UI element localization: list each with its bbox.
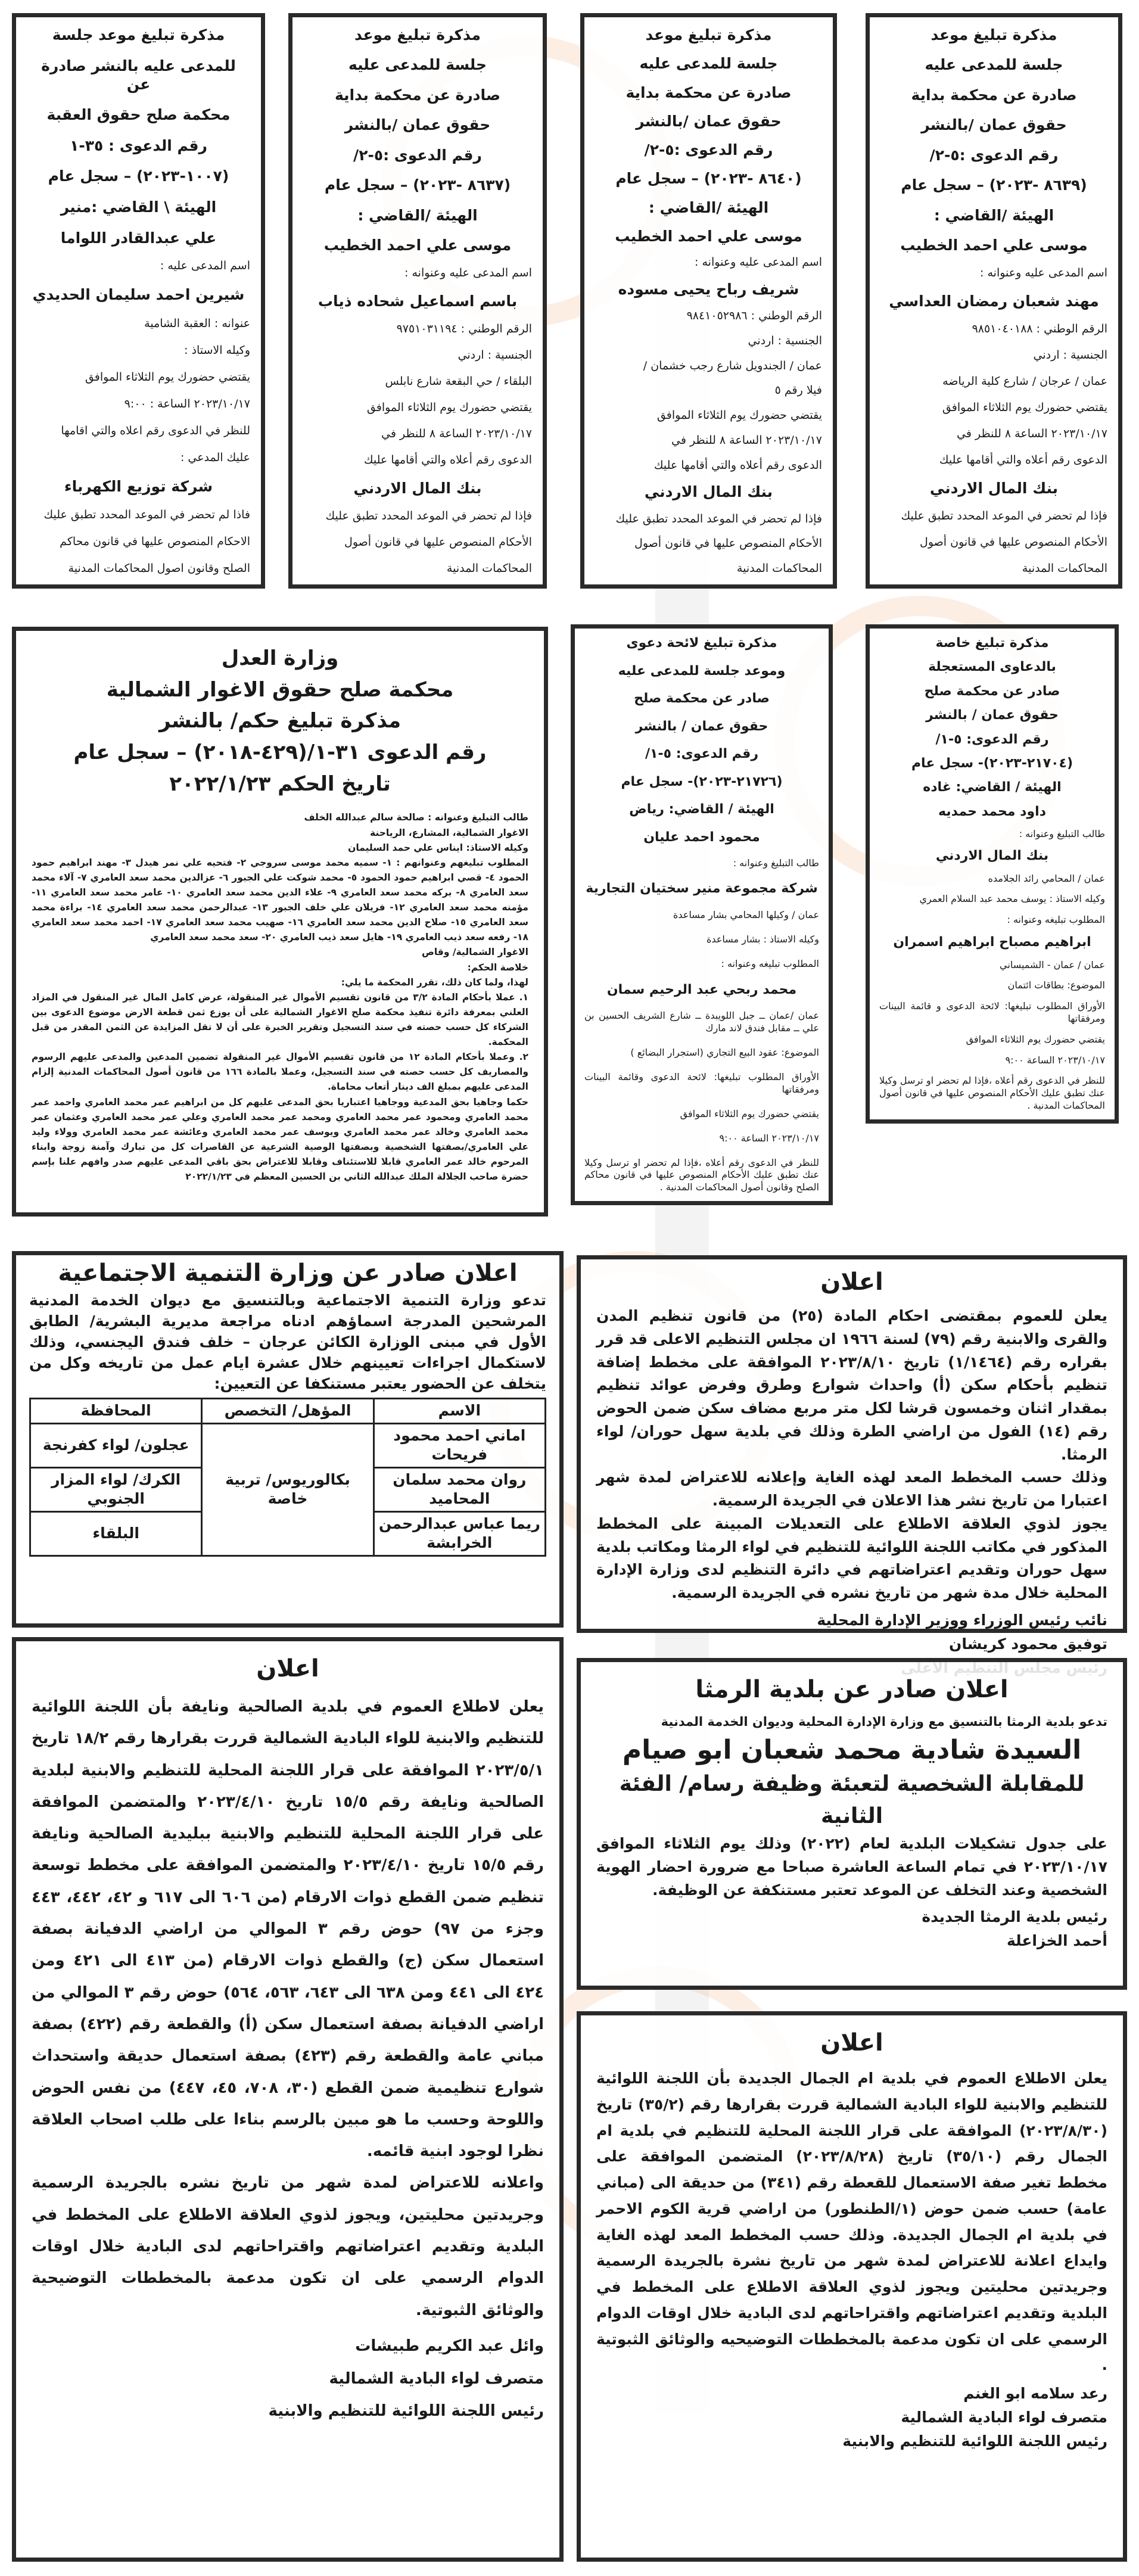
body-paragraph: الاغوار الشمالية/ وقاص — [422, 947, 528, 958]
notice-detail-line: الرقم الوطني : ٩٨٤١٠٥٢٩٨٦ — [686, 309, 822, 323]
notice-title-line: مذكرة تبليغ موعد — [645, 26, 772, 43]
notice-title-line: رقم الدعوى: ٥-١/ — [935, 732, 1049, 747]
court-notice — [866, 13, 1122, 589]
requester-name: بنك المال الاردني — [935, 848, 1049, 864]
signature-line: توفيق محمود كريشان — [949, 1635, 1107, 1653]
notice-detail-line: للنظر في الدعوى رقم أعلاه ،فإذا لم تحضر او ترسل وكيلا عنك تطبق عليك الأحكام المنصوص عليها في قانون أصول المحاكمات المدنية . — [879, 1075, 1105, 1111]
court-notice — [288, 13, 547, 589]
notice-title-line: حقوق عمان / بالنشر — [926, 708, 1059, 723]
notice-title-line: الهيئة / القاضي: رياض — [629, 802, 774, 817]
notice-detail-line: يقتضي حضورك يوم الثلاثاء الموافق — [942, 401, 1107, 415]
candidate-name: اماني احمد محمود فريحات — [374, 1423, 545, 1467]
body-paragraph: ٢. وعملا بأحكام المادة ١٢ من قانون تقسيم الأموال غير المنقولة تضمين المدعين والمدعى عليهم الرسوم والمصاريف كل حسب حصته في سند التسجيل، وعملا بالمادة ١٦٦ من قانون أصول المحاكمات المدنية إلزام المدعى عليهم بمبلغ الف دينار أتعاب محاماة. — [32, 1051, 529, 1093]
body-paragraph: الاغوار الشمالية، المشارع، الرياحنة — [370, 827, 528, 838]
table-header-row — [30, 1399, 546, 1424]
notice-detail-line: الأوراق المطلوب تبليغها: لائحة الدعوى وقائمة البينات ومرفقاتها — [584, 1071, 819, 1095]
notice-title-line: (٢١٧٢٦-٢٠٢٣)- سجل عام — [621, 774, 783, 789]
signature-block — [596, 2382, 1107, 2453]
notice-closing-line: فإذا لم تحضر في الموعد المحدد تطبق عليك — [615, 512, 822, 525]
notice-title-line: موسى علي احمد الخطيب — [615, 227, 802, 245]
candidates-table — [29, 1398, 546, 1557]
notice-detail-line: الدعوى رقم أعلاه والتي أقامها عليك — [939, 453, 1107, 466]
announcement-paragraph: يعلن للعموم بمقتضى احكام المادة (٢٥) من قانون تنظيم المدن والقرى والابنية رقم (٧٩) لسنة ١٩٦٦ ان مجلس التنظيم الاعلى قد قرر بقراره رقم (١/١٤٦٤) تاريخ ٢٠٢٣/٨/١٠ الموافقة على مخطط إضافة تنظيم بأحكام سكن (أ) واحداث شوارع وطرق وفرض عوائد تنظيم بمقدار اثنان وخمسون قرشا لكل متر مربع مضاف سكن ضمن الحوض رقم (١٤) الفول من اراضي الطرة وذلك في بلدية سهل حوران/ لواء الرمثا. — [596, 1307, 1108, 1463]
court-notice — [12, 13, 265, 589]
announcement-title: اعلان — [820, 1268, 883, 1296]
notice-title-line: للمدعى عليه بالنشر صادرة عن — [41, 57, 236, 93]
notice-title-line: رقم الدعوى :٥-٢/ — [644, 141, 773, 159]
notice-detail-line: وكيله الاستاذ : يوسف محمد عبد السلام العمري — [919, 893, 1105, 905]
plaintiff-name: بنك المال الاردني — [644, 483, 773, 501]
candidate-name: السيدة شادية محمد شعبان ابو صيام — [622, 1734, 1082, 1765]
notice-detail-line: ٢٠٢٣/١٠/١٧ الساعة ٩:٠٠ — [719, 1132, 819, 1144]
defendant-label: اسم المدعى عليه وعنوانه : — [695, 256, 822, 269]
notice-detail-line: يقتضي حضورك يوم الثلاثاء الموافق — [966, 1033, 1105, 1045]
announcement-paragraph: على جدول تشكيلات البلدية لعام (٢٠٢٢) وذلك يوم الثلاثاء الموافق ٢٠٢٣/١٠/١٧ في تمام الساعة العاشرة صباحا مع ضرورة احضار الهوية الشخصية وعند التخلف عن الموعد تعتبر مستنكفة عن الوظيفة. — [596, 1835, 1107, 1899]
signature-line: نائب رئيس الوزراء ووزير الإدارة المحلية — [817, 1611, 1107, 1629]
salhiya-announcement — [12, 1637, 564, 2562]
announcement-title: اعلان صادر عن بلدية الرمثا — [695, 1676, 1009, 1703]
notice-title-line: جلسة للمدعى عليه — [639, 55, 778, 73]
defendant-label: اسم المدعى عليه وعنوانه : — [980, 266, 1107, 279]
signature-line: متصرف لواء البادية الشمالية — [901, 2409, 1107, 2426]
notice-detail-line: ٢٠٢٣/١٠/١٧ الساعة ٨ للنظر في — [957, 427, 1107, 441]
header-line: وزارة العدل — [221, 646, 339, 670]
notice-title-line: رقم الدعوى :٥-٢/ — [929, 146, 1059, 164]
defendant-name: شيرين احمد سليمان الحديدي — [32, 286, 245, 304]
notice-detail-line: الجنسية : اردني — [458, 349, 532, 362]
notice-detail-line: للنظر في الدعوى رقم اعلاه والتي اقامها — [61, 424, 250, 437]
signature-line: رعد سلامه ابو الغنم — [963, 2385, 1107, 2402]
social-development-announcement — [12, 1251, 564, 1628]
body-paragraph: المطلوب تبليغهم وعنوانهم : ١- سميه محمد موسى سروجي ٢- فتحيه علي نمر هيدل ٣- مهند ابراهيم حمود الحمود ٤- قصي ابراهيم حمود الحمود ٥- محمد شوكت علي الجبور ٦- عزالدين محمد سعد العامري ٧- آلاء محمد سعد العامري ٨- بركه محمد سعد العامري ٩- علاء الدين محمد سعد العامري ١٠- عامر محمد سعد العامري ١١- مؤمنه محمد سعد العامري ١٢- فريلان علي خلف الجبور ١٣- عبدالرحمن محمد سعد العامري ١٤- براءة محمد سعد العامري ١٥- صلاح الدين محمد سعد العامري ١٦- صهيب محمد سعد العامري ١٧- احمد محمد سعد العامري ١٨- رفعه سعد ذيب العامري ١٩- هايل سعد ذيب العامري ٢٠- سعد محمد سعد العامري — [32, 857, 529, 943]
notice-detail-line: يقتضي حضورك يوم الثلاثاء الموافق — [85, 370, 250, 384]
notice-detail-line: الأوراق المطلوب تبليغها: لائحة الدعوى و قائمة البينات ومرفقاتها — [879, 1000, 1105, 1024]
notice-detail-line: يقتضي حضورك يوم الثلاثاء الموافق — [656, 409, 822, 422]
notice-closing-line: الأحكام المنصوص عليها في قانون أصول — [344, 536, 532, 549]
requester-name: شركة مجموعة منير سختيان التجارية — [586, 881, 818, 897]
notice-title-line: صادر عن محكمة صلح — [924, 683, 1060, 699]
announcement-paragraph: تدعو وزارة التنمية الاجتماعية وبالتنسيق مع ديوان الخدمة المدنية المرشحين المدرجة اسماؤهم ادناه مراجعة مديرية البشرية/ الطابق الأول في مبنى الوزارة الكائن عرجان – خلف فندق اليجنسي، وذلك لاستكمال اجراءات تعيينهم خلال عشرة ايام عمل من تاريخه وكل من يتخلف عن الحضور يعتبر مستنكفا عن التعيين: — [29, 1292, 546, 1392]
notice-detail-line: ٢٠٢٣/١٠/١٧ الساعة : ٩:٠٠ — [124, 397, 250, 410]
header-line: مذكرة تبليغ حكم/ بالنشر — [158, 709, 402, 733]
governorate: الكرك/ لواء المزار الجنوبي — [30, 1467, 202, 1511]
notice-title-line: صادرة عن محكمة بداية — [911, 86, 1077, 104]
header-line: رقم الدعوى ٣١-١/(٤٢٩-٢٠١٨) – سجل عام — [73, 741, 487, 765]
plaintiff-name: بنك المال الاردني — [929, 479, 1059, 497]
signature-block — [596, 1905, 1107, 1953]
notice-detail-line: عمان / المحامي رائد الجلامده — [988, 872, 1105, 884]
notice-detail-line: وكيله الاستاذ : — [184, 343, 250, 357]
notice-detail-line: المطلوب تبليغه وعنوانه : — [721, 957, 819, 969]
body-paragraph: ١. عملا بأحكام المادة ٣/٢ من قانون تقسيم الأموال غير المنقولة، عرض كامل المال غير المنقول في المزاد العلني بمعرفة دائرة تنفيذ محكمة صلح الاغوار الشمالية على أن يوزع ثمن قطعة الارض موضوع الدعوى بين الشركاء كل حسب حصته في سند التسجيل وتقرير الخبرة على أن لا تقل المزايدة عن الثمن المقدر من قبل المحكمة. — [32, 991, 528, 1048]
candidate-name: ريما عباس عبدالرحمن الخرابشة — [374, 1511, 545, 1555]
notice-detail-line: المطلوب تبليغه وعنوانه : — [1007, 914, 1105, 926]
announcement-title: اعلان — [256, 1655, 319, 1682]
notice-title-line: حقوق عمان /بالنشر — [636, 112, 782, 130]
notice-detail-line: ٢٠٢٣/١٠/١٧ الساعة ٩:٠٠ — [1005, 1054, 1105, 1066]
notice-detail-line: عليك المدعي : — [180, 450, 250, 464]
announcement-paragraph: يجوز لذوي العلاقة الاطلاع على التعديلات المبينة على المخطط المذكور في مكاتب اللجنة اللوائية للتنظيم في لواء الرمثا ومكاتب بلدية سهل حوران وتقديم اعتراضاتهم في دائرة التنظيم لدى وزارة الإدارة المحلية خلال مدة شهر من تاريخ نشره في الجريدة الرسمية. — [596, 1514, 1107, 1601]
urgent-court-notice — [866, 624, 1119, 1124]
notice-detail-line: البلقاء / حي البقعة شارع نابلس — [385, 375, 532, 388]
notice-closing-line: المحاكمات المدنية — [446, 562, 532, 575]
notice-detail-line: عمان /عمان ــ جبل اللويبدة ــ شارع الشريف الحسين بن علي ــ مقابل فندق لاند مارك — [584, 1010, 819, 1034]
notice-detail-line: ٢٠٢٣/١٠/١٧ الساعة ٨ للنظر في — [671, 433, 822, 447]
governorate: عجلون/ لواء كفرنجة — [30, 1423, 202, 1467]
candidate-name: روان محمد سلمان المحاميد — [374, 1467, 545, 1511]
notice-title-line: رقم الدعوى : ٣٥-١ — [70, 136, 207, 154]
announcement-paragraph: واعلانه للاعتراض لمدة شهر من تاريخ نشره بالجريدة الرسمية وجريدتين محليتين، ويجوز لذوي العلاقة الاطلاع على المخطط في البلدية وتقديم اعتراضاتهم واقتراحاتهم لدى البادية خلال اوقات الدوام الرسمي على ان تكون مدعمة بالمخططات التوضيحية والوثائق الثبوتية. — [32, 2174, 544, 2319]
notice-closing-line: فإذا لم تحضر في الموعد المحدد تطبق عليك — [325, 509, 532, 523]
notice-title-line: وموعد جلسة للمدعى عليه — [618, 663, 786, 679]
ramtha-planning-announcement — [577, 1255, 1127, 1653]
body-paragraph: خلاصة الحكم: — [467, 962, 528, 973]
notice-title-line: (٨٦٣٩ -٢٠٢٣) – سجل عام — [901, 176, 1087, 194]
signature-line: رئيس اللجنة اللوائية للتنظيم والابنية — [268, 2402, 544, 2421]
column-header: الاسم — [374, 1399, 545, 1424]
justice-header — [32, 643, 528, 799]
announcement-title: اعلان صادر عن وزارة التنمية الاجتماعية — [58, 1259, 518, 1287]
requester-label: طالب التبليغ وعنوانه : — [733, 857, 819, 869]
defendant-label: اسم المدعى عليه وعنوانه : — [404, 266, 532, 279]
notice-title-line: حقوق عمان /بالنشر — [921, 116, 1067, 134]
body-paragraph: لهذا، ولما كان ذلك، تقرر المحكمة ما يلي: — [341, 976, 528, 988]
requester-label: طالب التبليغ وعنوانه : — [1019, 828, 1105, 840]
notice-detail-line: عنوانه : العقبة الشامية — [144, 316, 250, 330]
notice-title-line: محمود احمد عليان — [643, 829, 760, 845]
notice-closing-line: الصلح وقانون اصول المحاكمات المدنية — [68, 562, 250, 575]
notice-title-line: مذكرة تبليغ لائحة دعوى — [626, 636, 777, 651]
notice-detail-line: وكيله الاستاذ : بشار مساعدة — [707, 933, 819, 945]
notice-closing-line: فإذا لم تحضر في الموعد المحدد تطبق عليك — [901, 509, 1107, 523]
governorate: البلقاء — [30, 1511, 202, 1555]
notice-detail-line: الموضوع: بطاقات ائتمان — [1007, 979, 1105, 991]
signature-block — [32, 2330, 544, 2428]
notice-detail-line: ٢٠٢٣/١٠/١٧ الساعة ٨ للنظر في — [381, 427, 532, 441]
um-al-jimal-announcement — [577, 2011, 1127, 2562]
notice-closing-line: الأحكام المنصوص عليها في قانون أصول — [920, 536, 1107, 549]
notice-title-line: صادرة عن محكمة بداية — [334, 86, 501, 104]
table-row — [30, 1423, 546, 1467]
notice-detail-line: الجنسية : اردني — [1033, 349, 1107, 362]
notice-title-line: صادر عن محكمة صلح — [634, 691, 770, 707]
column-header: المحافظة — [30, 1399, 202, 1424]
respondent-name: ابراهيم مصباح ابراهيم اسمران — [893, 935, 1091, 950]
notice-title-line: صادرة عن محكمة بداية — [625, 83, 792, 101]
plaintiff-name: شركة توزيع الكهرباء — [64, 477, 213, 495]
justice-ministry-notice — [12, 627, 548, 1217]
body-paragraph: وكيله الاستاذ: ايناس علي حمد السليمان — [348, 842, 528, 853]
notice-title-line: داود محمد حمديه — [938, 804, 1046, 819]
notice-closing-line: الاحكام المنصوص عليها في قانون محاكم — [60, 535, 250, 549]
notice-title-line: حقوق عمان /بالنشر — [344, 116, 491, 134]
defendant-name: باسم اسماعيل شحاده ذياب — [318, 292, 518, 310]
announcement-paragraph: وذلك حسب المخطط المعد لهذه الغاية وإعلانه للاعتراض لمدة شهر اعتبارا من تاريخ نشر هذا الاعلان في الجريدة الرسمية. — [596, 1469, 1107, 1509]
notice-detail-line: للنظر في الدعوى رقم أعلاه ،فإذا لم تحضر او ترسل وكيلا عنك تطبق عليك الأحكام المنصوص عليها في قانون محاكم الصلح وقانون أصول المحاكمات المدنية . — [584, 1156, 819, 1193]
notice-title-line: (٨٦٣٧ -٢٠٢٣) – سجل عام — [324, 176, 511, 194]
defendant-name: شريف رباح يحيى مسوده — [618, 281, 799, 298]
notice-detail-line: الدعوى رقم أعلاه والتي أقامها عليك — [363, 453, 532, 466]
notice-detail-line: الدعوى رقم أعلاه والتي أقامها عليك — [653, 458, 822, 472]
court-notice — [580, 13, 837, 589]
body-paragraph: حكما وجاهيا بحق المدعية ووجاهيا اعتباريا بحق المدعى عليهم كل من ابراهيم عمر محمد العامري واحمد عمر محمد العامري ومحمود عمر محمد العامري ومحمد عمر محمد العامري وعلي عمر محمد العامري وعثمان عمر محمد العامري وخالد عمر محمد العامري ويوسف عمر محمد العامري وعائشة عمر محمد العامري وولاء وليد علي العامري/بصفتها الشخصية وبصفتها الوصية الشرعية عن القاصرات كل من تبارك وآمنة زوجة وابناء المرحوم خالد عمر العامري قابلا للاستئناف وقابلا للاعتراض بحق باقي المدعى عليهم صدر وافهم علنا بإسم حضرة صاحب الجلالة الملك عبدالله الثاني بن الحسين المعظم في ٢٠٢٢/١/٢٣ — [32, 1096, 528, 1183]
defendant-label: اسم المدعى عليه : — [160, 259, 250, 273]
announcement-paragraph: يعلن الاطلاع العموم في بلدية ام الجمال الجديدة بأن اللجنة اللوائية للتنظيم والابنية للواء البادية الشمالية قررت بقرارها رقم (٣٥/٢) تاريخ (٢٠٢٣/٨/٣٠) الموافقة على قرار اللجنة المحلية للتنظيم في بلدية ام الجمال رقم (٣٥/١٠) تاريخ (٢٠٢٣/٨/٢٨) المتضمن الموافقة على مخطط تغير صفة الاستعمال للقعطة رقم (٣٤١) من حديقة الى (مباني عامة) حسب ضمن حوض (١/الطنطور) من اراضي قرية الكوم الاحمر في بلدية ام الجمال الجديدة. وذلك حسب المخطط المعد لهذه الغاية وايداع اعلانة للاعتراض لمدة شهر من تاريخ نشرة بالجريدة الرسمية وجريدتين محليتين ويجوز لذوي العلاقة الاطلاع على المخطط في البلدية وتقديم اعتراضاتهم واقتراحاتهم لدى البادية خلال اوقات الدوام الرسمي على ان تكون مدعمة بالمخططات التوضيحيه والوثائق الثبوتية . — [596, 2070, 1107, 2374]
notice-detail-line: الرقم الوطني : ٩٧٥١٠٣١١٩٤ — [396, 322, 532, 336]
notice-closing-line: فاذا لم تحضر في الموعد المحدد تطبق عليك — [43, 508, 250, 522]
notice-closing-line: الأحكام المنصوص عليها في قانون أصول — [634, 537, 822, 550]
notice-title-line: الهيئة /القاضي : — [933, 206, 1054, 224]
notice-title-line: موسى علي احمد الخطيب — [323, 237, 512, 254]
notice-closing-line: المحاكمات المدنية — [736, 562, 822, 575]
announcement-intro: تدعو بلدية الرمثا بالتنسيق مع وزارة الإدارة المحلية وديوان الخدمة المدنية — [661, 1715, 1107, 1729]
signature-line: وائل عبد الكريم طبيشات — [355, 2337, 544, 2355]
notice-title-line: (٨٦٤٠ -٢٠٢٣) – سجل عام — [615, 170, 802, 188]
notice-title-line: مذكرة تبليغ موعد جلسة — [52, 26, 225, 43]
header-line: محكمة صلح حقوق الاغوار الشمالية — [106, 677, 454, 702]
signature-line: رئيس بلدية الرمثا الجديدة — [922, 1908, 1107, 1926]
notice-detail-line: عمان / وكيلها المحامي بشار مساعدة — [673, 909, 819, 920]
signature-line: متصرف لواء البادية الشمالية — [329, 2369, 544, 2388]
body-paragraph: طالب التبليغ وعنوانه : صالحة سالم عبدالله الخلف — [304, 812, 528, 823]
notice-detail-line: الموضوع: عقود البيع التجاري (استجرار البضائع ) — [630, 1047, 819, 1058]
notice-closing-line: المحاكمات المدنية — [1022, 562, 1107, 575]
notice-detail-line: يقتضي حضورك يوم الثلاثاء الموافق — [366, 401, 532, 415]
interview-purpose: للمقابلة الشخصية لتعبئة وظيفة رسام/ الفئة الثانية — [619, 1772, 1085, 1829]
notice-title-line: محكمة صلح حقوق العقبة — [46, 106, 231, 124]
notice-title-line: جلسة للمدعى عليه — [925, 56, 1063, 74]
claim-court-notice — [571, 624, 833, 1205]
notice-detail-line: عمان / عمان - الشميساني — [1000, 959, 1105, 970]
notice-detail-line: عمان / الجندويل شارع رجب خشمان / — [643, 359, 822, 372]
notice-title-line: موسى علي احمد الخطيب — [900, 237, 1088, 254]
notice-title-line: الهيئة /القاضي : — [357, 206, 478, 224]
notice-title-line: مذكرة تبليغ خاصة — [935, 636, 1049, 651]
notice-detail-line: الجنسية : اردني — [748, 334, 822, 348]
ramtha-municipality-announcement — [577, 1658, 1127, 1990]
notice-title-line: مذكرة تبليغ موعد — [931, 26, 1057, 43]
announcement-title: اعلان — [820, 2029, 883, 2057]
header-line: تاريخ الحكم ٢٠٢٢/١/٢٣ — [169, 771, 391, 796]
signature-line: أحمد الخزاعلة — [1006, 1932, 1107, 1950]
notice-title-line: جلسة للمدعى عليه — [348, 56, 487, 74]
notice-title-line: حقوق عمان / بالنشر — [635, 718, 768, 734]
notice-title-line: (١٠٠٧-٢٠٢٣) – سجل عام — [48, 167, 229, 185]
signature-line: رئيس اللجنة اللوائية للتنظيم والابنية — [842, 2432, 1107, 2450]
notice-title-line: بالدعاوى المستعجلة — [928, 659, 1056, 675]
announcement-paragraph: يعلن لاطلاع العموم في بلدية الصالحية ونايفة بأن اللجنة اللوائية للتنظيم والابنية للواء البادية الشمالية قررت بقرارها رقم ١٨/٢ تاريخ ٢٠٢٣/٥/١ الموافقة على قرار اللجنة المحلية للتنظيم والابنية لبلدية الصالحية ونايفة رقم ١٥/٥ تاريخ ٢٠٢٣/٤/١٠ والمتضمن الموافقة على قرار اللجنة المحلية للتنظيم والابنية ببليدية الصالحية ونايفة رقم ١٥/٥ تاريخ ٢٠٢٣/٤/١٠ والمتضمن الموافقة على مخطط توسعة تنظيم ضمن القطع ذوات الارقام (من ٦٠٦ الى ٦١٧ و ٤٢، ٤٤٢، ٤٤٣ وجزء من ٩٧) حوض رقم ٣ الموالي من اراضي الدفيانة بصفة استعمال سكن (ج) والقطع ذوات الارقام (من ٤١٣ الى ٤٢١ ومن ٤٢٤ الى ٤٤١ ومن ٦٣٨ الى ٦٤٣، ٥٦٣، ٥٦٤) حوض رقم ٣ الموالي من اراضي الدفيانة بصفة استعمال سكن (أ) والقطعة رقم (٤٢٢) بصفة مباني عامة والقطعة رقم (٤٢٣) بصفة استعمال حديقة واستحداث شوارع تنظيمية ضمن القطع (٣٠، ٧٠٨، ٤٥، ٤٤٧) من نفس الحوض واللوحة وحسب ما هو مبين بالرسم بناءا على طلب اصحاب العلاقة نظرا لوجود ابنية قائمه. — [32, 1698, 544, 2161]
notice-title-line: الهيئة / القاضي: غاده — [923, 780, 1062, 795]
notice-detail-line: الرقم الوطني : ٩٨٥١٠٤٠١٨٨ — [972, 322, 1107, 336]
column-header: المؤهل/ التخصص — [202, 1399, 374, 1424]
notice-title-line: رقم الدعوى :٥-٢/ — [353, 146, 482, 164]
defendant-name: مهند شعبان رمضان العداسي — [889, 292, 1099, 310]
qualification: بكالوريوس/ تربية خاصة — [202, 1423, 374, 1555]
notice-title-line: (٢١٧٠٤-٢٠٢٣)- سجل عام — [911, 756, 1073, 771]
notice-detail-line: يقتضي حضورك يوم الثلاثاء الموافق — [680, 1107, 819, 1119]
notice-title-line: الهيئة \ القاضي :منير — [60, 198, 217, 216]
notice-detail-line: عمان / عرجان / شارع كلية الرياضه — [942, 375, 1107, 388]
plaintiff-name: بنك المال الاردني — [353, 479, 482, 497]
notice-title-line: الهيئة /القاضي : — [648, 198, 769, 216]
respondent-name: محمد ربحي عبد الرحيم سمان — [606, 982, 797, 997]
notice-title-line: مذكرة تبليغ موعد — [354, 26, 481, 43]
notice-detail-line: فيلا رقم ٥ — [774, 384, 822, 397]
notice-title-line: رقم الدعوى: ٥-١/ — [645, 746, 758, 762]
notice-title-line: علي عبدالقادر اللواما — [60, 229, 217, 247]
